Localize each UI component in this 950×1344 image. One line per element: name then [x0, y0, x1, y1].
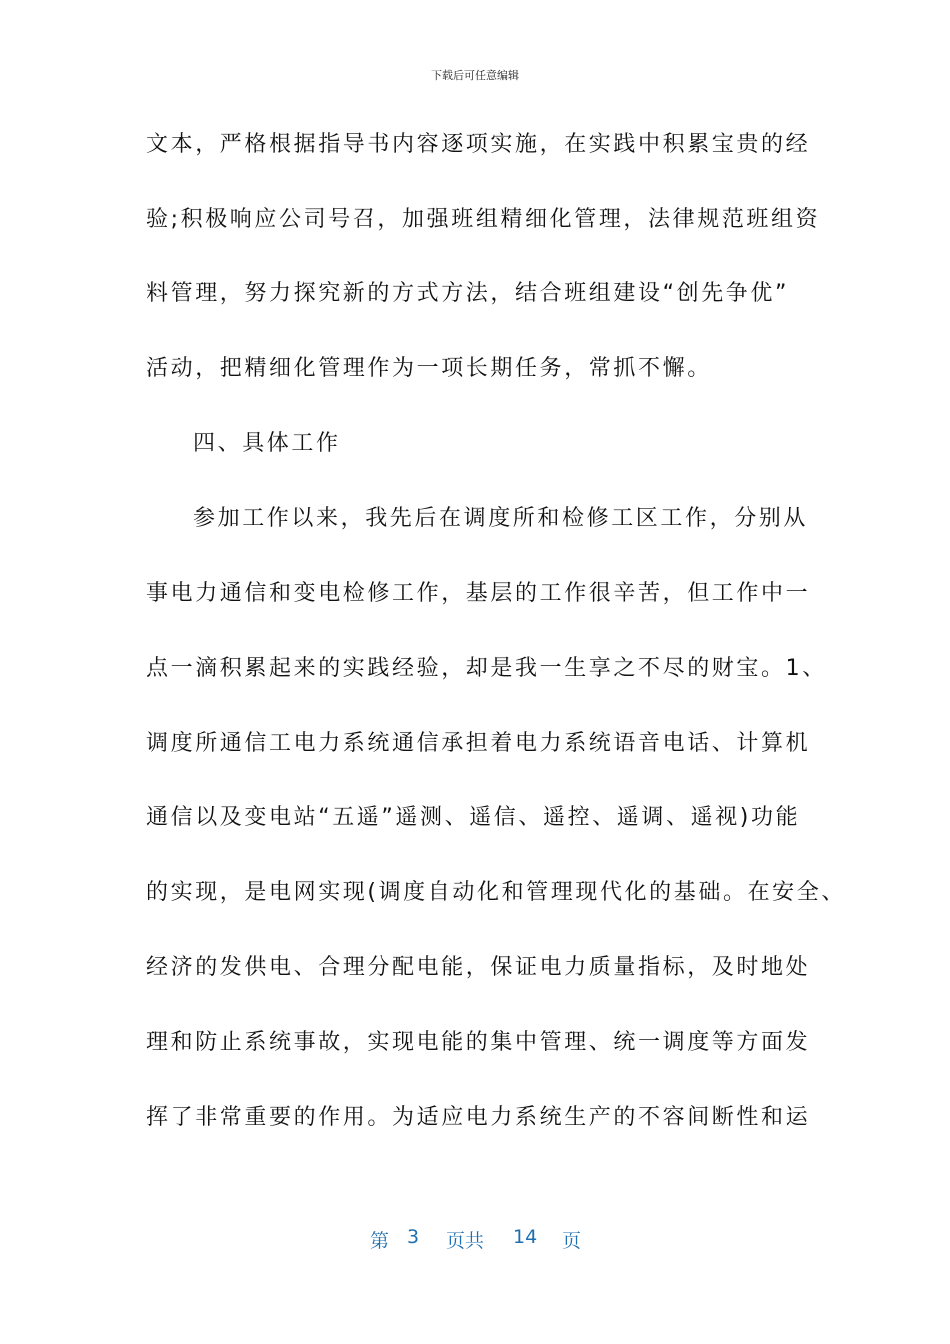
body-line: 调度所通信工电力系统通信承担着电力系统语音电话、计算机	[146, 731, 811, 756]
total-pages-number: 14	[513, 1226, 538, 1248]
body-line: 理和防止系统事故，实现电能的集中管理、统一调度等方面发	[146, 1030, 811, 1055]
body-line: 挥了非常重要的作用。为适应电力系统生产的不容间断性和运	[146, 1105, 811, 1130]
body-line: 参加工作以来，我先后在调度所和检修工区工作，分别从	[193, 506, 809, 531]
page-prefix: 第	[370, 1230, 390, 1252]
page-footer	[0, 1226, 950, 1252]
body-line: 活动，把精细化管理作为一项长期任务，常抓不懈。	[146, 356, 712, 381]
page-mid-label: 页共	[446, 1230, 485, 1252]
page-header: 下载后可任意编辑	[431, 69, 519, 82]
page-suffix: 页	[562, 1230, 582, 1252]
body-line: 料管理，努力探究新的方式方法，结合班组建设“创先争优”	[146, 281, 789, 306]
section-heading: 四、具体工作	[193, 431, 341, 456]
body-line: 文本，严格根据指导书内容逐项实施，在实践中积累宝贵的经	[146, 132, 811, 157]
body-line: 通信以及变电站“五遥”遥测、遥信、遥控、遥调、遥视)功能	[146, 805, 801, 830]
body-line: 的实现，是电网实现(调度自动化和管理现代化的基础。在安全、	[146, 880, 846, 905]
body-line: 经济的发供电、合理分配电能，保证电力质量指标，及时地处	[146, 955, 811, 980]
body-line: 验;积极响应公司号召，加强班组精细化管理，法律规范班组资	[146, 207, 821, 232]
current-page-number: 3	[407, 1226, 420, 1248]
body-line: 点一滴积累起来的实践经验，却是我一生享之不尽的财宝。1、	[146, 656, 827, 681]
body-line: 事电力通信和变电检修工作，基层的工作很辛苦，但工作中一	[146, 581, 811, 606]
